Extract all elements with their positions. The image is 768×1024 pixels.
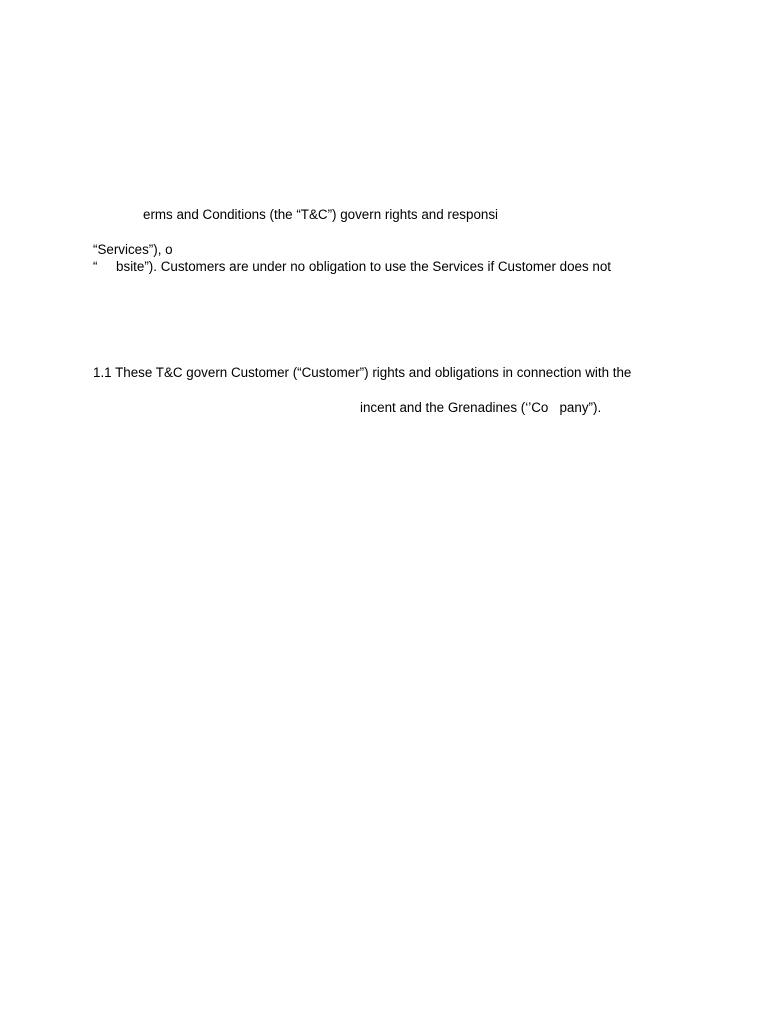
intro-text-line: erms and Conditions (the “T&C”) govern rights and responsi bbox=[143, 207, 499, 222]
company-text-line: incent and the Grenadines (‘’Co pany”). bbox=[360, 400, 602, 415]
clause-1-1-text-line: 1.1 These T&C govern Customer (“Customer”) rights and obligations in connection with the bbox=[93, 365, 632, 380]
website-text-line: “ bsite”). Customers are under no obligation to use the Services if Customer does not bbox=[93, 259, 612, 274]
services-text-line: “Services”), o bbox=[93, 242, 173, 257]
